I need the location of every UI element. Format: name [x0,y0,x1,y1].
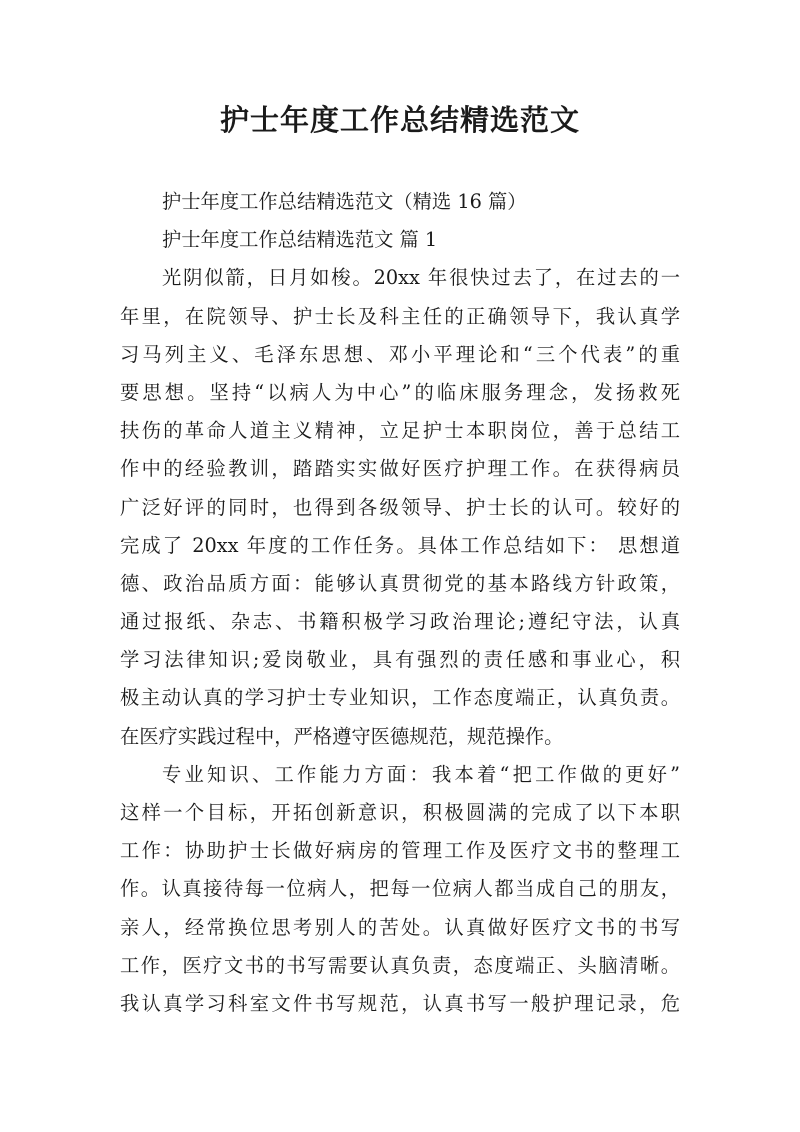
text-line: 工作：协助护士长做好病房的管理工作及医疗文书的整理工 [120,839,680,863]
text-line: 扶伤的革命人道主义精神，立足护士本职岗位，善于总结工 [120,419,680,443]
text-line: 光阴似箭，日月如梭。20xx 年很快过去了，在过去的一 [162,266,680,290]
text-line: 在医疗实践过程中，严格遵守医德规范，规范操作。 [120,724,564,748]
text-line: 护士年度工作总结精选范文（精选 16 篇） [162,190,527,213]
text-line: 完成了 20xx 年度的工作任务。具体工作总结如下： 思想道 [120,533,680,557]
text-line: 亲人，经常换位思考别人的苦处。认真做好医疗文书的书写 [120,915,680,939]
text-line: 要思想。坚持“以病人为中心”的临床服务理念，发扬救死 [120,380,680,404]
text-line: 我认真学习科室文件书写规范，认真书写一般护理记录，危 [120,991,680,1015]
text-line: 广泛好评的同时，也得到各级领导、护士长的认可。较好的 [120,495,680,519]
text-line: 专业知识、工作能力方面：我本着“把工作做的更好” [162,762,680,786]
text-line: 工作，医疗文书的书写需要认真负责，态度端正、头脑清晰。 [120,953,680,977]
text-line: 习马列主义、毛泽东思想、邓小平理论和“三个代表”的重 [120,342,680,366]
text-line: 护士年度工作总结精选范文 篇 1 [162,228,438,252]
text-line: 这样一个目标，开拓创新意识，积极圆满的完成了以下本职 [120,801,680,824]
text-line: 德、政治品质方面：能够认真贯彻党的基本路线方针政策， [120,571,680,595]
document-title: 护士年度工作总结精选范文 [219,103,580,137]
text-line: 学习法律知识;爱岗敬业，具有强烈的责任感和事业心，积 [120,648,680,672]
text-line: 作。认真接待每一位病人，把每一位病人都当成自己的朋友， [120,877,680,901]
text-line: 极主动认真的学习护士专业知识，工作态度端正，认真负责。 [120,686,680,710]
text-line: 作中的经验教训，踏踏实实做好医疗护理工作。在获得病员 [120,457,680,481]
text-line: 通过报纸、杂志、书籍积极学习政治理论;遵纪守法，认真 [120,610,680,634]
document-body [120,183,680,1023]
text-line: 年里，在院领导、护士长及科主任的正确领导下，我认真学 [120,304,680,328]
